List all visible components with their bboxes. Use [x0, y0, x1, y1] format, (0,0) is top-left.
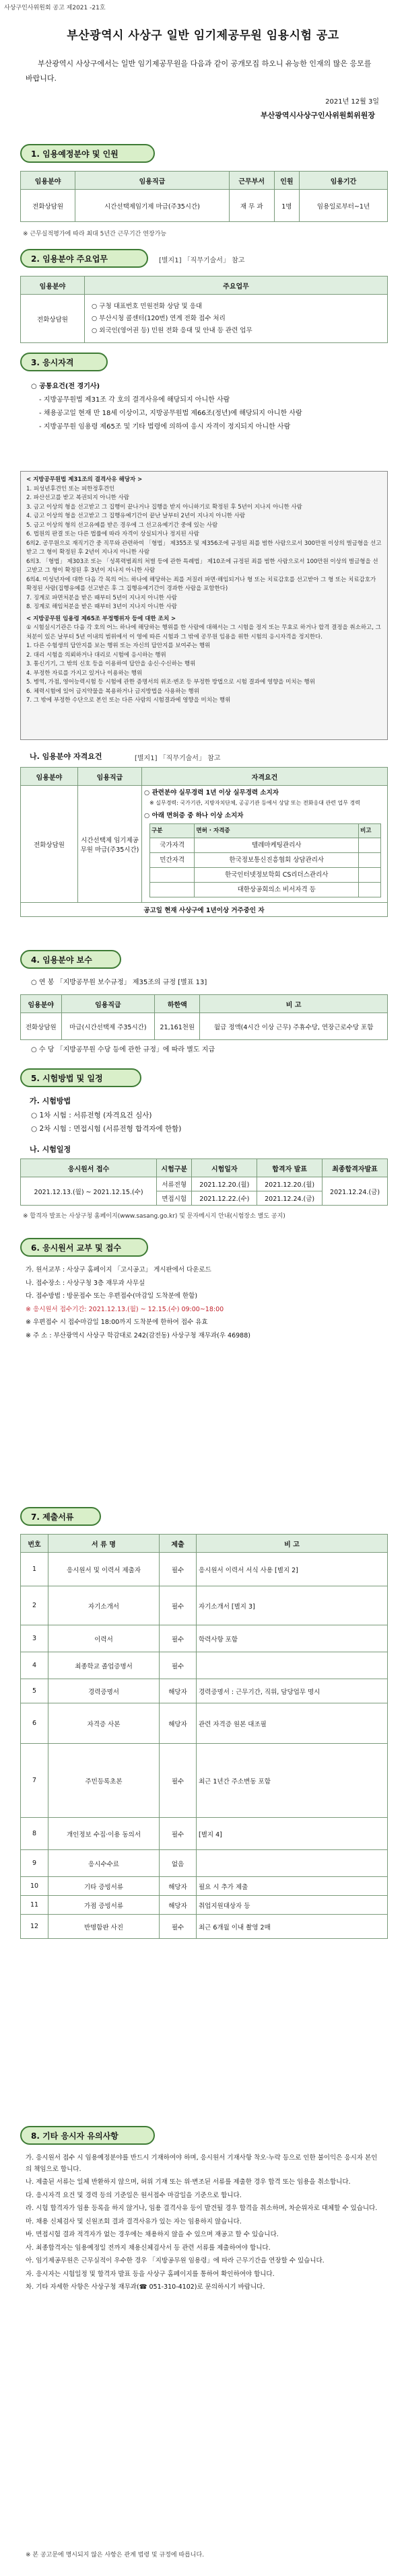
box-line: 6의2. 공무원으로 재직기간 중 직무와 관련하여 「형법」 제355조 및 제356조에 규정된 죄를 범한 사람으로서 300만원 이상의 벌금형을 선고받고 그 형이 확정된 후 2년이 지나지 아니한 사람: [26, 540, 382, 556]
table-cell: 해당자: [160, 1877, 197, 1896]
qualification-item: - 지방공무원법 제31조 각 호의 결격사유에 해당되지 아니한 사람: [39, 396, 230, 404]
table-schedule: [20, 1158, 388, 1206]
table-header: 비 고: [197, 1535, 388, 1553]
table-cell: 한국인터넷정보학회 CS리더스관리사: [195, 868, 359, 883]
subsection-title: 나. 임용분야 자격요건: [30, 752, 102, 761]
exam-method-item: ○ 2차 시험 : 면접시험 (서류전형 합격자에 한함): [31, 1125, 182, 1133]
table-header: 자격요건: [142, 768, 388, 786]
application-item: ※ 우편접수 시 접수마감일 18:00까지 도착분에 한하여 접수 유효: [26, 1319, 208, 1326]
table-cell: 응시수수료: [48, 1850, 160, 1877]
intro-paragraph: 부산광역시 사상구에서는 일반 임기제공무원을 다음과 같이 공개모집 하오니 유능한 인재의 많은 응모를 바랍니다.: [26, 59, 372, 83]
table-header: 시험구분: [157, 1159, 192, 1177]
table-header: 구분: [150, 824, 195, 838]
table-cell: 2021.12.22.(수): [192, 1191, 257, 1206]
subsection-title: 나. 시험일정: [30, 1145, 71, 1154]
box-line: 3. 통신기기, 그 밖의 신호 등을 이용하여 답안을 송신·수신하는 행위: [26, 661, 196, 667]
table-cell: 경력증명서: [48, 1679, 160, 1703]
table-cell: 자격증 사본: [48, 1703, 160, 1744]
qualification-list: [31, 381, 368, 435]
application-item: ※ 주 소 : 부산광역시 사상구 학감대로 242(감전동) 사상구청 재무과(우 46988): [26, 1331, 250, 1339]
section-caption: [별지1] 「직무기술서」 참고: [135, 755, 221, 762]
table-cell: 필수: [160, 1553, 197, 1586]
announcement-date: 2021년 12월 3일: [325, 98, 379, 106]
schedule-note: ※ 합격자 발표는 사상구청 홈페이지(www.sasang.go.kr) 및 문자메시지 안내(시험장소 별도 공지): [23, 1213, 285, 1220]
table-cell: 4: [21, 1652, 48, 1679]
table-cell: 마급(시간선택제 주35시간): [61, 1013, 155, 1040]
table-cell: 필수: [160, 1586, 197, 1625]
box-line: 8. 징계로 해임처분을 받은 때부터 3년이 지나지 아니한 사람: [26, 603, 177, 610]
table-header: 비고: [359, 824, 381, 838]
exam-method-list: [31, 1109, 368, 1136]
notice-list: [26, 2153, 382, 2295]
table-cell: 반명함판 사진: [48, 1915, 160, 1939]
notice-item: 나. 제출된 서류는 일체 반환하지 않으며, 허위 기재 또는 위·변조된 서류를 제출한 경우 합격 또는 임용을 취소합니다.: [26, 2178, 351, 2186]
qualification-item: - 지방공무원 임용령 제65조 및 기타 법령에 의하여 응시 자격이 정지되지 아니한 사람: [39, 423, 291, 431]
table-header: 응시원서 접수: [21, 1159, 157, 1177]
notice-item: 마. 채용 신체검사 및 신원조회 결과 결격사유가 있는 자는 임용하지 않습니다.: [26, 2217, 242, 2225]
table-cell: 자기소개서 [별지 3]: [197, 1586, 388, 1625]
table-note: ※ 근무실적평가에 따라 최대 5년간 근무기간 연장가능: [23, 231, 167, 237]
table-header: 임용분야: [21, 277, 85, 295]
table-cell: 7: [21, 1744, 48, 1818]
requirement-item: ○ 아래 면허증 중 하나 이상 소지자: [144, 812, 244, 819]
table-cell: 가점 증빙서류: [48, 1896, 160, 1915]
section-heading-3: 3. 응시자격: [20, 353, 108, 371]
notice-item: 사. 최종합격자는 임용예정일 전까지 채용신체검사서 등 관련 서류를 제출하여야 합니다.: [26, 2244, 271, 2252]
table-cell: 2021.12.13.(월) ~ 2021.12.15.(수): [21, 1177, 157, 1206]
application-item: 가. 원서교부 : 사상구 홈페이지 「고시공고」 게시판에서 다운로드: [26, 1266, 211, 1274]
table-header: 번호: [21, 1535, 48, 1553]
table-cell: 21,161천원: [155, 1013, 200, 1040]
table-cell: [359, 838, 381, 853]
notice-item: 다. 응시자격 요건 및 경력 등의 기준일은 원서접수 마감일을 기준으로 합니다.: [26, 2191, 242, 2199]
table-cell: [197, 1652, 388, 1679]
table-cell: 2021.12.20.(월): [192, 1177, 257, 1191]
table-cell: 없음: [160, 1850, 197, 1877]
table-cell: 시간선택제 임기제공무원 마급(주35시간): [78, 786, 142, 903]
table-cell: 9: [21, 1850, 48, 1877]
table-cell: 필수: [160, 1915, 197, 1939]
box-line: 5. 병역, 가점, 영어능력시험 등 시험에 관한 증명서의 위조·변조 등 부정한 방법으로 시험 결과에 영향을 미치는 행위: [26, 679, 315, 686]
section-heading-7: 7. 제출서류: [20, 1507, 101, 1526]
table-cell: 이력서: [48, 1625, 160, 1652]
table-cell: 주민등록초본: [48, 1744, 160, 1818]
box-line: 7. 그 밖에 부정한 수단으로 본인 또는 다른 사람의 시험결과에 영향을 미치는 행위: [26, 697, 231, 704]
table-header: 시험일자: [192, 1159, 257, 1177]
table-header: 임용직급: [78, 768, 142, 786]
salary-line: ○ 연 봉 「지방공무원 보수규정」 제35조의 규정 [별표 13]: [31, 979, 207, 986]
table-header: 임용직급: [61, 995, 155, 1013]
table-cell: [359, 853, 381, 868]
box-line: 4. 부정한 자료를 가지고 있거나 이용하는 행위: [26, 669, 143, 677]
section-heading-2: 2. 임용분야 주요업무: [20, 249, 148, 268]
application-list: [26, 1265, 382, 1344]
table-cell: 2: [21, 1586, 48, 1625]
box-line: 4. 금고 이상의 형을 선고받고 그 집행유예기간이 끝난 날부터 2년이 지나지 아니한 사람: [26, 513, 246, 519]
application-item: 나. 접수장소 : 사상구청 3층 재무과 사무실: [26, 1279, 145, 1287]
document-number: 사상구인사위원회 공고 제2021 -21호: [4, 5, 106, 11]
table-cell: 학력사항 포함: [197, 1625, 388, 1652]
section-heading-6: 6. 응시원서 교부 및 접수: [20, 1238, 148, 1257]
table-header: 하한액: [155, 995, 200, 1013]
box-line: 7. 징계로 파면처분을 받은 때부터 5년이 지나지 아니한 사람: [26, 594, 177, 601]
allowance-note: ○ 수 당 「지방공무원 수당 등에 관한 규정」에 따라 별도 지급: [31, 1046, 215, 1054]
table-header: 최종합격자발표: [323, 1159, 388, 1177]
table-header: 인원: [274, 172, 299, 190]
box-line: 3. 금고 이상의 형을 선고받고 그 집행이 끝나거나 집행을 받지 아니하기로 확정된 후 5년이 지나지 아니한 사람: [26, 503, 302, 511]
section-caption: [별지1] 「직무기술서」 참고: [159, 257, 245, 264]
table-header: 제출: [160, 1535, 197, 1553]
table-cell: 8: [21, 1818, 48, 1850]
box-line: 1. 다른 수험생의 답안지를 보는 행위 또는 자신의 답안지를 보여주는 행위: [26, 642, 211, 649]
table-cell: 필수: [160, 1818, 197, 1850]
table-cell: 개인정보 수집·이용 동의서: [48, 1818, 160, 1850]
table-cell: 필수: [160, 1652, 197, 1679]
application-item: 다. 접수방법 : 방문접수 또는 우편접수(마감일 도착분에 한함): [26, 1292, 198, 1300]
table-cell: 민간자격: [150, 853, 195, 868]
box-line: 2. 대리 시험을 의뢰하거나 대리로 시험에 응시하는 행위: [26, 651, 166, 659]
table-cell: 국가자격: [150, 838, 195, 853]
table-cell: 전화상담원: [21, 1013, 62, 1040]
box-line: 6의3. 「형법」 제303조 또는 「성폭력범죄의 처벌 등에 관한 특례법」 제10조에 규정된 죄를 범한 사람으로서 100만원 이상의 벌금형을 선고받고 그 형이 확정된 후 3년이 지나지 아니한 사람: [26, 558, 378, 574]
table-cell: 시간선택제임기제 마급(주35시간): [75, 190, 230, 222]
box-line: 6. 법원의 판결 또는 다른 법률에 따라 자격이 상실되거나 정지된 사람: [26, 531, 199, 538]
table-header: 주요업무: [85, 277, 388, 295]
table-cell: 전화상담원: [21, 295, 85, 343]
table-cell: [150, 883, 195, 897]
table-cell: 텔레마케팅관리사: [195, 838, 359, 853]
table-header: 임용기간: [300, 172, 388, 190]
box-line: ① 시험실시기관은 다음 각 호의 어느 하나에 해당하는 행위를 한 사람에 대해서는 그 시험을 정지 또는 무효로 하거나 합격 결정을 취소하고, 그 처분이 있은 날부터 5년 이내의 범위에서 이 영에 따른 시험과 그 밖에 공무원 임용을 위한 시험의 응시자격을 정지한다.: [26, 624, 381, 640]
table-cell: 해당자: [160, 1896, 197, 1915]
table-cell: 최근 6개월 이내 촬영 2매: [197, 1915, 388, 1939]
table-cell: 해당자: [160, 1679, 197, 1703]
section-heading-4: 4. 임용분야 보수: [20, 950, 121, 969]
box-line: 5. 금고 이상의 형의 선고유예를 받은 경우에 그 선고유예기간 중에 있는 사람: [26, 521, 218, 529]
table-cell: 기타 증빙서류: [48, 1877, 160, 1896]
qualification-common: ○ 공통요건(전 경기사): [31, 383, 100, 390]
table-cell: 2021.12.24.(금): [257, 1191, 323, 1206]
section-heading-8: 8. 기타 응시자 유의사항: [20, 2126, 155, 2145]
notice-item: 아. 임기제공무원은 근무실적이 우수한 경우 「지방공무원 임용령」에 따라 근무기간을 연장할 수 있습니다.: [26, 2257, 325, 2265]
table-cell: 재 무 과: [229, 190, 274, 222]
table-cell: 임용일로부터~1년: [300, 190, 388, 222]
table-cell: 1: [21, 1553, 48, 1586]
table-cell: [359, 868, 381, 883]
table-cell: 취업지원대상자 등: [197, 1896, 388, 1915]
requirement-item: ○ 관련분야 실무경력 1년 이상 실무경력 소지자: [144, 789, 279, 797]
table-cell: 3: [21, 1625, 48, 1652]
table-cell: 필요 시 추가 제출: [197, 1877, 388, 1896]
table-cell: 경력증명서 : 근무기간, 직위, 담당업무 명시: [197, 1679, 388, 1703]
duty-item: ○ 외국인(영어권 등) 민원 전화 응대 및 안내 등 관련 업무: [92, 326, 252, 334]
table-header: 임용직급: [75, 172, 230, 190]
table-cell: 11: [21, 1896, 48, 1915]
qualification-item: - 채용공고일 현재 만 18세 이상이고, 지방공무원법 제66조(정년)에 해당되지 아니한 사람: [39, 410, 302, 417]
table-requirements: [20, 767, 388, 917]
table-header: 합격자 발표: [257, 1159, 323, 1177]
table-cell: [359, 883, 381, 897]
duty-item: ○ 구청 대표번호 민원전화 상담 및 응대: [92, 302, 203, 310]
notice-item: 바. 면접시험 결과 적격자가 없는 경우에는 채용하지 않을 수 있으며 재공고 할 수 있습니다.: [26, 2231, 279, 2238]
table-documents: [20, 1534, 388, 1939]
table-cell: 최근 1년간 주소변동 포함: [197, 1744, 388, 1818]
section-heading-5: 5. 시험방법 및 일정: [20, 1068, 141, 1087]
box-line: 6의4. 미성년자에 대한 다음 각 목의 어느 하나에 해당하는 죄를 저질러 파면·해임되거나 형 또는 치료감호를 선고받아 그 형 또는 치료감호가 확정된 사람(집행유예를 선고받은 후 그 집행유예기간이 경과한 사람을 포함한다): [26, 576, 376, 592]
table-cell: 10: [21, 1877, 48, 1896]
box-line: 6. 체력시험에 있어 금지약물을 복용하거나 금지방법을 사용하는 행위: [26, 688, 199, 695]
table-cell: 5: [21, 1679, 48, 1703]
table-header: 비 고: [200, 995, 388, 1013]
notice-item: 가. 응시원서 접수 시 임용예정분야를 반드시 기재하여야 하며, 응시원서 기재사항 착오·누락 등으로 인한 불이익은 응시자 본인의 책임으로 합니다.: [26, 2154, 378, 2173]
notice-item: 라. 시험 합격자가 임용 등록을 하지 않거나, 임용 결격사유 등이 발견될 경우 합격을 취소하며, 차순위자로 대체할 수 있습니다.: [26, 2205, 378, 2212]
table-cell: [별지 4]: [197, 1818, 388, 1850]
table-cell: 응시원서 및 이력서 제출자: [48, 1553, 160, 1586]
table-cell: 응시원서 이력서 서식 사용 [별지 2]: [197, 1553, 388, 1586]
box-heading: < 지방공무원 임용령 제65조 부정행위자 등에 대한 조치 >: [26, 615, 176, 622]
table-header: 임용분야: [21, 768, 78, 786]
notice-item: 자. 응시자는 시험일정 및 합격자 발표 등을 사상구 홈페이지를 통하여 확인하여야 합니다.: [26, 2270, 275, 2278]
footer-note: ※ 본 공고문에 명시되지 않은 사항은 관계 법령 및 규정에 따릅니다.: [26, 2552, 205, 2559]
table-cell: [150, 868, 195, 883]
subsection-title: 가. 시험방법: [30, 1097, 71, 1105]
table-cell: 해당자: [160, 1703, 197, 1744]
table-header: 서 류 명: [48, 1535, 160, 1553]
table-positions: [20, 171, 388, 222]
table-cell: 1명: [274, 190, 299, 222]
table-cell: [197, 1850, 388, 1877]
section-heading-1: 1. 임용예정분야 및 인원: [20, 144, 155, 163]
table-header: 임용분야: [21, 995, 62, 1013]
table-cell: 최종학교 졸업증명서: [48, 1652, 160, 1679]
table-cell: 대한상공회의소 비서자격 등: [195, 883, 359, 897]
residency-requirement: 공고일 현재 사상구에 1년이상 거주중인 자: [21, 903, 388, 917]
disqualification-box: [20, 471, 388, 740]
table-cell: 면접시험: [157, 1191, 192, 1206]
table-salary: [20, 994, 388, 1040]
table-cell: 자기소개서: [48, 1586, 160, 1625]
exam-method-item: ○ 1차 시험 : 서류전형 (자격요건 심사): [31, 1111, 152, 1119]
table-header: 임용분야: [21, 172, 75, 190]
box-heading: < 지방공무원법 제31조의 결격사유 해당자 >: [26, 476, 143, 483]
box-line: 2. 파산선고를 받고 복권되지 아니한 사람: [26, 494, 129, 501]
box-line: 1. 피성년후견인 또는 피한정후견인: [26, 485, 115, 492]
license-table: [149, 823, 381, 897]
table-header: 근무부서: [229, 172, 274, 190]
table-cell: 전화상담원: [21, 190, 75, 222]
signature: 부산광역시사상구인사위원회위원장: [260, 111, 375, 120]
duties-cell: [85, 295, 388, 343]
table-cell: 서류전형: [157, 1177, 192, 1191]
table-header: 면허 · 자격증: [195, 824, 359, 838]
table-cell: 2021.12.24.(금): [323, 1177, 388, 1206]
notice-item: 차. 기타 자세한 사항은 사상구청 재무과(☎ 051-310-4102)로 문의하시기 바랍니다.: [26, 2283, 265, 2291]
table-cell: 2021.12.20.(월): [257, 1177, 323, 1191]
table-duties: [20, 276, 388, 343]
table-cell: 월급 정액(4시간 이상 근무) 주휴수당, 연장근로수당 포함: [200, 1013, 388, 1040]
duty-item: ○ 부산시청 콜센터(120번) 연계 전화 접수 처리: [92, 314, 226, 322]
table-cell: 12: [21, 1915, 48, 1939]
requirements-cell: [142, 786, 388, 903]
table-cell: 관련 자격증 원본 대조필: [197, 1703, 388, 1744]
application-item: ※ 응시원서 접수기간: 2021.12.13.(월) ~ 12.15.(수) 09:00~18:00: [26, 1305, 224, 1313]
table-cell: 필수: [160, 1625, 197, 1652]
table-cell: 전화상담원: [21, 786, 78, 903]
table-cell: 한국정보통신진흥협회 상담관리사: [195, 853, 359, 868]
table-cell: 필수: [160, 1744, 197, 1818]
requirement-detail: ※ 실무경력: 국가기관, 지방자치단체, 공공기관 등에서 상담 또는 전화응대 관련 업무 경력: [149, 800, 360, 806]
page-title: 부산광역시 사상구 일반 임기제공무원 임용시험 공고: [67, 29, 339, 42]
table-cell: 6: [21, 1703, 48, 1744]
